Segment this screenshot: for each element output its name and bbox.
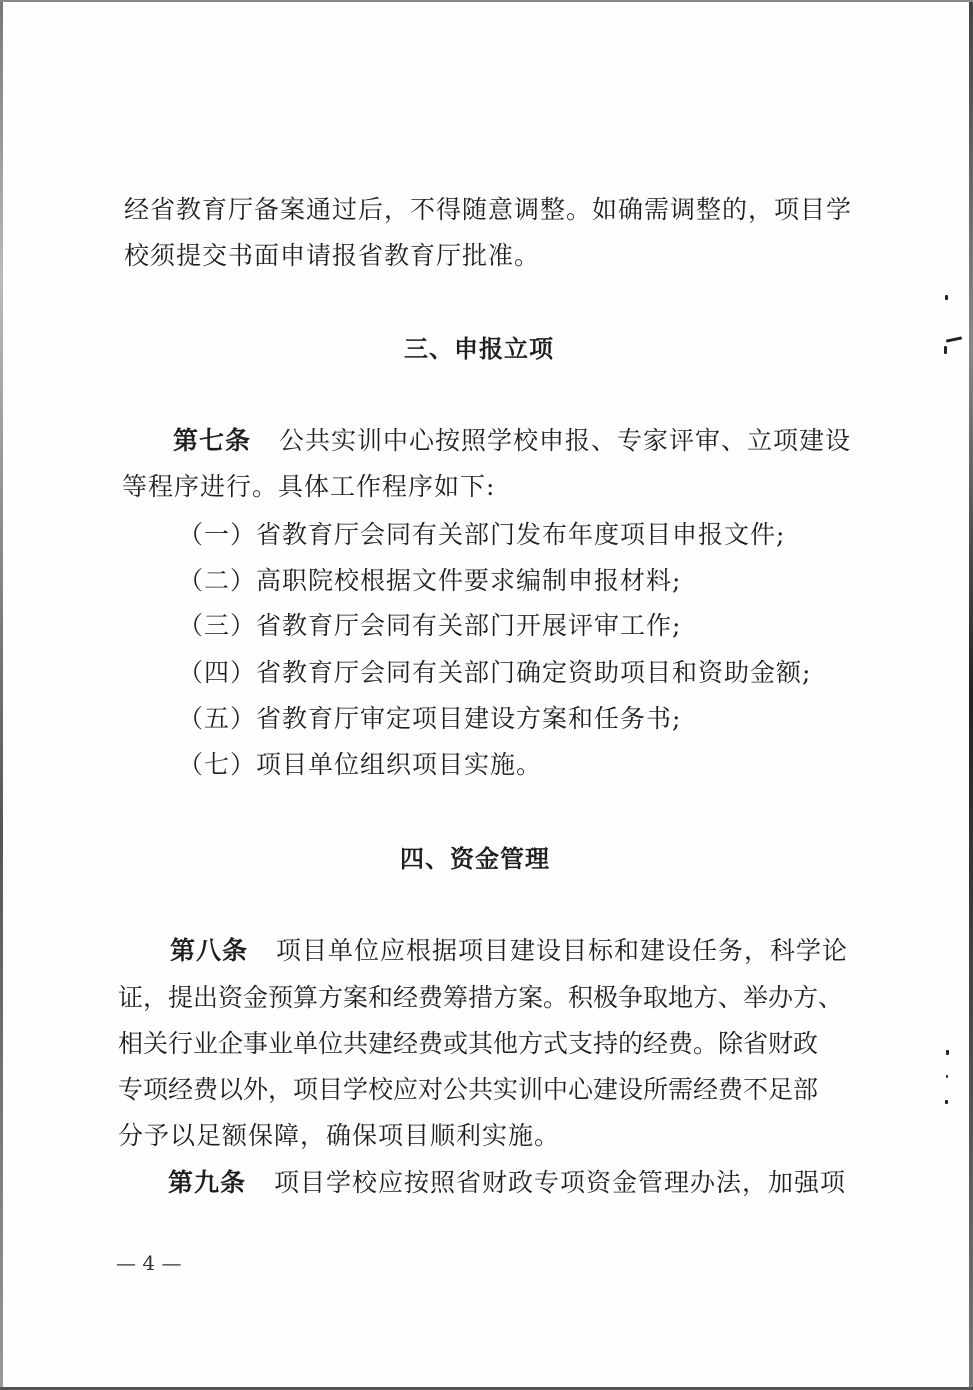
scan-speck (946, 1075, 948, 1078)
paragraph-line: 相关行业企事业单位共建经费或其他方式支持的经费。除省财政 (118, 1029, 819, 1058)
article-text: 项目学校应按照省财政专项资金管理办法，加强项 (274, 1168, 847, 1197)
article-label: 第九条 (168, 1168, 247, 1197)
scan-speck (945, 1100, 948, 1104)
scan-edge-left (0, 0, 3, 1390)
paragraph-line: 专项经费以外，项目学校应对公共实训中心建设所需经费不足部 (118, 1075, 819, 1104)
list-item: （七）项目单位组织项目实施。 (178, 750, 543, 779)
article-text: 项目单位应根据项目建设目标和建设任务，科学论 (276, 936, 849, 965)
article-line (173, 423, 851, 459)
article-text: 公共实训中心按照学校申报、专家评审、立项建设 (279, 426, 852, 455)
scan-speck (945, 295, 948, 300)
list-item: （五）省教育厅审定项目建设方案和任务书; (178, 704, 682, 733)
paragraph-line: 分予以足额保障，确保项目顺利实施。 (118, 1121, 561, 1150)
article-label: 第七条 (173, 426, 252, 455)
paragraph-line: 经省教育厅备案通过后，不得随意调整。如确需调整的，项目学 (124, 195, 853, 224)
scan-speck (946, 1050, 949, 1055)
paragraph-line: 等程序进行。具体工作程序如下: (122, 472, 496, 501)
list-item: （一）省教育厅会同有关部门发布年度项目申报文件; (178, 520, 786, 549)
scan-speck (944, 346, 947, 354)
page-number: — 4 — (116, 1251, 182, 1275)
list-item: （二）高职院校根据文件要求编制申报材料; (178, 566, 682, 595)
list-item: （三）省教育厅会同有关部门开展评审工作; (178, 611, 682, 640)
scan-edge-right (969, 0, 973, 1390)
article-label: 第八条 (170, 936, 249, 965)
article-line (168, 1165, 846, 1201)
paragraph-line: 证，提出资金预算方案和经费筹措方案。积极争取地方、举办方、 (118, 983, 844, 1012)
paragraph-line: 校须提交书面申请报省教育厅批准。 (124, 241, 541, 270)
list-item: （四）省教育厅会同有关部门确定资助项目和资助金额; (178, 658, 812, 687)
article-line (170, 933, 848, 969)
section-heading: 三、申报立项 (404, 335, 554, 363)
section-heading: 四、资金管理 (400, 845, 550, 873)
scan-edge-top (0, 0, 973, 2)
scan-speck (946, 336, 962, 342)
